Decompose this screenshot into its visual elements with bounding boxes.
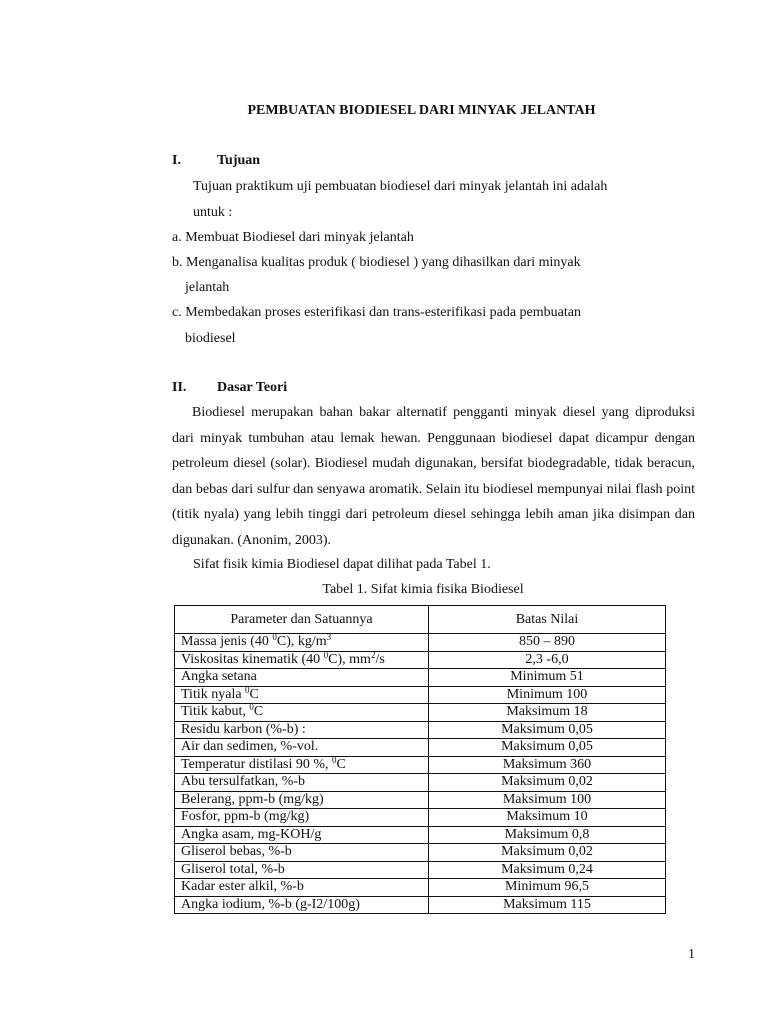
table-row: [175, 861, 666, 879]
table-row: [175, 879, 666, 897]
section-1-number: I.: [172, 153, 181, 168]
table-row: [175, 791, 666, 809]
table-row: [175, 721, 666, 739]
parameter-cell: [175, 634, 429, 652]
limit-cell: Maksimum 0,05: [429, 721, 666, 739]
parameter-cell: [175, 844, 429, 862]
section-1-intro-line2: untuk :: [193, 205, 233, 220]
parameter-cell: [175, 826, 429, 844]
table-header-row: [175, 606, 666, 634]
parameter-cell: [175, 809, 429, 827]
theory-paragraph: Biodiesel merupakan bahan bakar alternatif pengganti minyak diesel yang diproduksi dari minyak tumbuhan atau lemak hewan. Penggunaan biodiesel dapat dicampur dengan petroleum diesel (solar). Biodiesel mudah digunakan, bersifat biodegradable, tidak beracun, dan bebas dari sulfur dan senyawa aromatik. Selain itu biodiesel mempunyai nilai flash point (titik nyala) yang lebih tinggi dari petroleum diesel sehingga lebih aman jika disimpan dan digunakan. (Anonim, 2003).: [172, 405, 695, 548]
table-row: [175, 704, 666, 722]
parameter-cell: [175, 651, 429, 669]
section-2-number: II.: [172, 380, 187, 395]
table-caption: Tabel 1. Sifat kimia fisika Biodiesel: [322, 582, 524, 597]
parameter-param: Temperatur distilasi 90 %,: [181, 756, 333, 772]
parameter-param: Titik nyala: [181, 686, 246, 702]
parameter-sup2: 2: [370, 649, 376, 660]
table-row: [175, 739, 666, 757]
parameter-mid: C), mm: [328, 651, 371, 667]
limit-cell: Maksimum 360: [429, 756, 666, 774]
limit-cell: Maksimum 100: [429, 791, 666, 809]
parameter-param: Abu tersulfatkan, %-b: [181, 774, 306, 790]
parameter-param: Gliserol bebas, %-b: [181, 844, 292, 860]
parameter-sup1: 0: [332, 754, 337, 765]
section-1-heading: Tujuan: [217, 153, 261, 168]
properties-table: [174, 605, 666, 914]
limit-cell: Maksimum 0,02: [429, 774, 666, 792]
objective-c-cont: biodiesel: [185, 331, 236, 346]
parameter-cell: [175, 669, 429, 687]
limit-cell: Maksimum 0,05: [429, 739, 666, 757]
section-1-intro-line1: Tujuan praktikum uji pembuatan biodiesel dari minyak jelantah ini adalah: [193, 179, 608, 194]
table-row: [175, 756, 666, 774]
table-row: [175, 896, 666, 914]
objective-b: b. Menganalisa kualitas produk ( biodiesel ) yang dihasilkan dari minyak: [172, 255, 581, 270]
parameter-mid: C), kg/m: [276, 634, 327, 650]
parameter-param: Gliserol total, %-b: [181, 861, 285, 877]
limit-cell: 2,3 -6,0: [429, 651, 666, 669]
parameter-param: Belerang, ppm-b (mg/kg): [181, 791, 324, 807]
parameter-tail: /s: [375, 651, 385, 667]
parameter-sup1: 0: [272, 632, 277, 643]
parameter-sup1: 0: [323, 649, 329, 660]
parameter-cell: [175, 704, 429, 722]
limit-cell: 850 – 890: [429, 634, 666, 652]
section-2-heading: Dasar Teori: [217, 380, 288, 395]
limit-cell: Minimum 100: [429, 686, 666, 704]
table-row: [175, 826, 666, 844]
parameter-cell: [175, 739, 429, 757]
page-number: 1: [688, 947, 695, 962]
parameter-mid: C: [249, 686, 259, 702]
parameter-param: Residu karbon (%-b) :: [181, 721, 306, 737]
column-header-limit: Batas Nilai: [429, 606, 666, 634]
document-title: PEMBUATAN BIODIESEL DARI MINYAK JELANTAH: [247, 103, 596, 118]
parameter-param: Titik kabut,: [181, 704, 250, 720]
parameter-cell: [175, 896, 429, 914]
limit-cell: Minimum 51: [429, 669, 666, 687]
table-intro: Sifat fisik kimia Biodiesel dapat dilihat pada Tabel 1.: [193, 557, 491, 572]
limit-cell: Maksimum 0,24: [429, 861, 666, 879]
objective-c: c. Membedakan proses esterifikasi dan trans-esterifikasi pada pembuatan: [172, 305, 581, 320]
limit-cell: Maksimum 0,8: [429, 826, 666, 844]
parameter-cell: [175, 756, 429, 774]
parameter-param: Viskositas kinematik (40: [181, 651, 324, 667]
parameter-sup1: 0: [245, 684, 250, 695]
limit-cell: Minimum 96,5: [429, 879, 666, 897]
objective-a: a. Membuat Biodiesel dari minyak jelantah: [172, 230, 414, 245]
table-row: [175, 651, 666, 669]
table-row: [175, 634, 666, 652]
parameter-cell: [175, 721, 429, 739]
parameter-mid: C: [336, 756, 346, 772]
parameter-param: Kadar ester alkil, %-b: [181, 879, 304, 895]
table-row: [175, 686, 666, 704]
column-header-parameter: Parameter dan Satuannya: [175, 606, 429, 634]
objective-b-cont: jelantah: [185, 280, 230, 295]
parameter-sup2: 3: [326, 632, 332, 643]
parameter-cell: [175, 686, 429, 704]
table-row: [175, 844, 666, 862]
table-row: [175, 809, 666, 827]
parameter-param: Angka asam, mg-KOH/g: [181, 826, 322, 842]
parameter-cell: [175, 791, 429, 809]
parameter-sup1: 0: [249, 702, 254, 713]
parameter-param: Angka iodium, %-b (g-I2/100g): [181, 896, 360, 912]
parameter-param: Angka setana: [181, 669, 257, 685]
limit-cell: Maksimum 10: [429, 809, 666, 827]
limit-cell: Maksimum 115: [429, 896, 666, 914]
parameter-param: Fosfor, ppm-b (mg/kg): [181, 809, 310, 825]
parameter-param: Massa jenis (40: [181, 634, 273, 650]
parameter-cell: [175, 774, 429, 792]
table-row: [175, 774, 666, 792]
parameter-param: Air dan sedimen, %-vol.: [181, 739, 319, 755]
parameter-mid: C: [253, 704, 264, 720]
table-row: [175, 669, 666, 687]
limit-cell: Maksimum 18: [429, 704, 666, 722]
limit-cell: Maksimum 0,02: [429, 844, 666, 862]
parameter-cell: [175, 861, 429, 879]
parameter-cell: [175, 879, 429, 897]
